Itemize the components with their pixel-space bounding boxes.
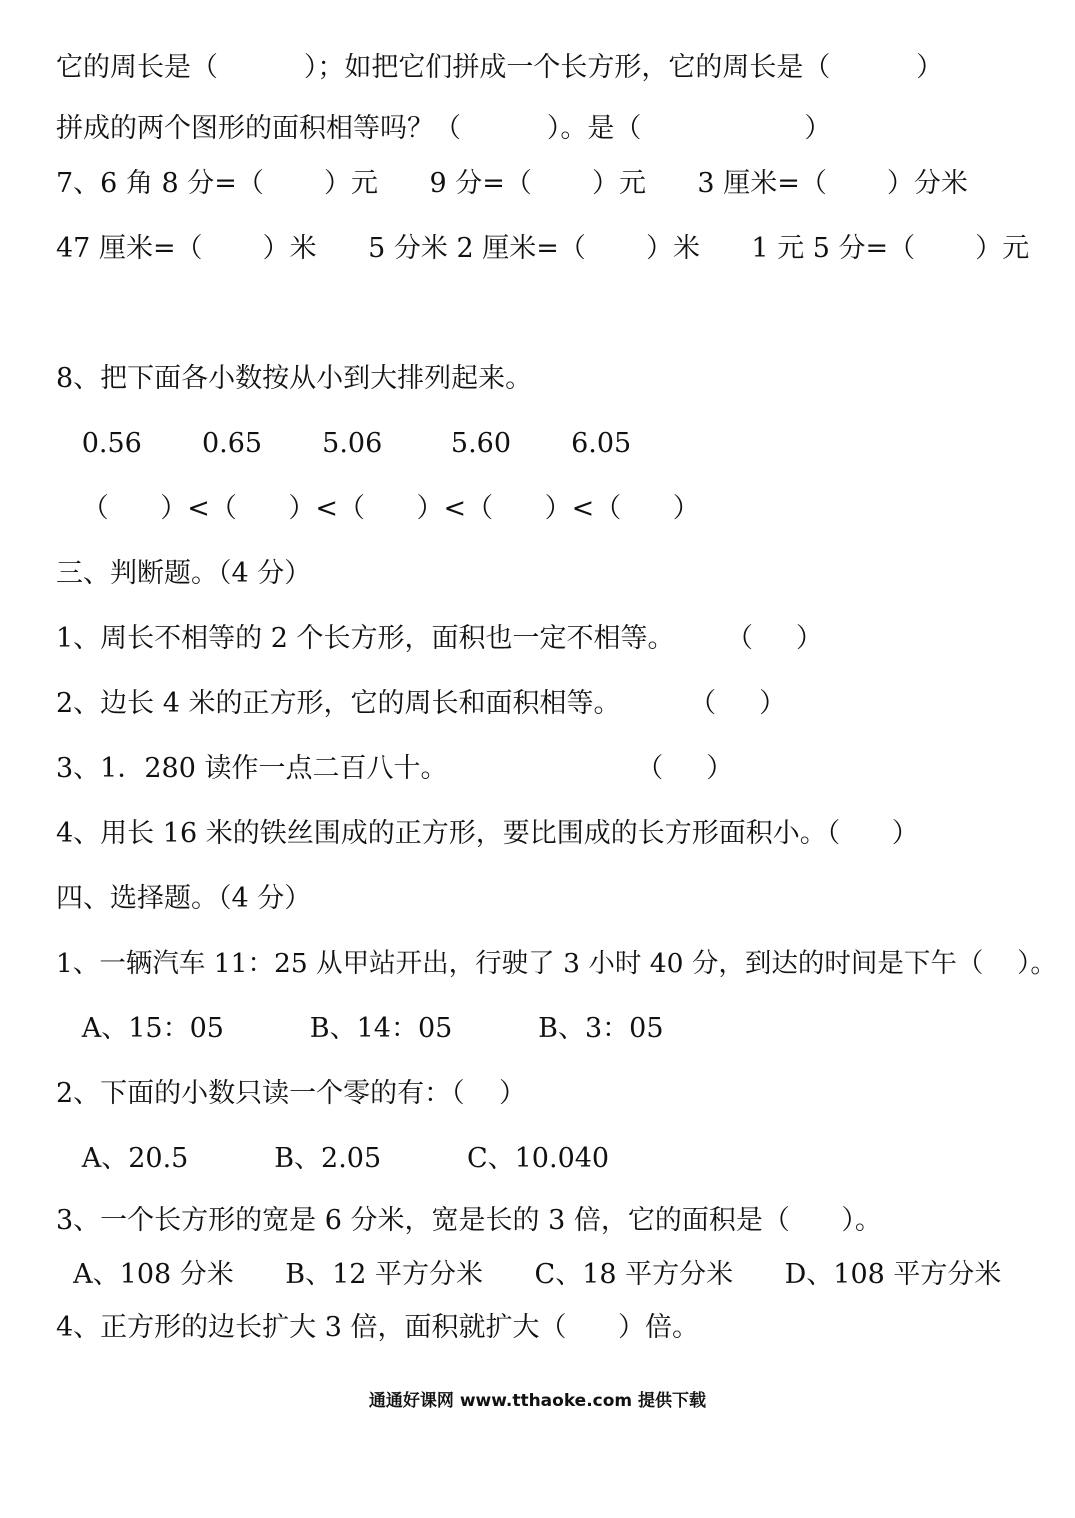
- question-7-line-1: 7、6 角 8 分=（ ）元 9 分=（ ）元 3 厘米=（ ）分米: [56, 168, 968, 199]
- question-8-title: 8、把下面各小数按从小到大排列起来。: [56, 363, 533, 394]
- choice-question-3: 3、一个长方形的宽是 6 分米，宽是长的 3 倍，它的面积是（ ）。: [56, 1205, 882, 1236]
- decimal-list: 0.56 0.65 5.06 5.60 6.05: [56, 428, 632, 459]
- choice-1-options: A、15：05 B、14：05 B、3：05: [56, 1013, 664, 1044]
- footer-source: 通通好课网 www.tthaoke.com 提供下载: [368, 1391, 707, 1411]
- question-7-line-2: 47 厘米=（ ）米 5 分米 2 厘米=（ ）米 1 元 5 分=（ ）元: [56, 233, 1030, 264]
- choice-question-2: 2、下面的小数只读一个零的有：（ ）: [56, 1078, 527, 1109]
- perimeter-question-line: 它的周长是（ ）；如把它们拼成一个长方形，它的周长是（ ）: [56, 52, 944, 83]
- judge-item-4: 4、用长 16 米的铁丝围成的正方形，要比围成的长方形面积小。（ ）: [56, 818, 919, 849]
- choice-2-options: A、20.5 B、2.05 C、10.040: [56, 1143, 610, 1174]
- judge-item-1: 1、周长不相等的 2 个长方形，面积也一定不相等。 （ ）: [56, 623, 823, 654]
- area-equal-question-line: 拼成的两个图形的面积相等吗？（ ）。是（ ）: [56, 113, 832, 144]
- choice-3-options: A、108 分米 B、12 平方分米 C、18 平方分米 D、108 平方分米: [56, 1259, 1002, 1290]
- judge-item-2: 2、边长 4 米的正方形，它的周长和面积相等。 （ ）: [56, 688, 787, 719]
- section-3-heading: 三、判断题。（4 分）: [56, 558, 312, 589]
- choice-question-1: 1、一辆汽车 11：25 从甲站开出，行驶了 3 小时 40 分，到达的时间是下午（ ）。: [56, 948, 1057, 979]
- ordering-blanks: （ ）<（ ）<（ ）<（ ）<（ ）: [56, 493, 700, 524]
- section-4-heading: 四、选择题。（4 分）: [56, 883, 312, 914]
- judge-item-3: 3、1．280 读作一点二百八十。 （ ）: [56, 753, 734, 784]
- choice-question-4: 4、正方形的边长扩大 3 倍，面积就扩大（ ）倍。: [56, 1312, 700, 1343]
